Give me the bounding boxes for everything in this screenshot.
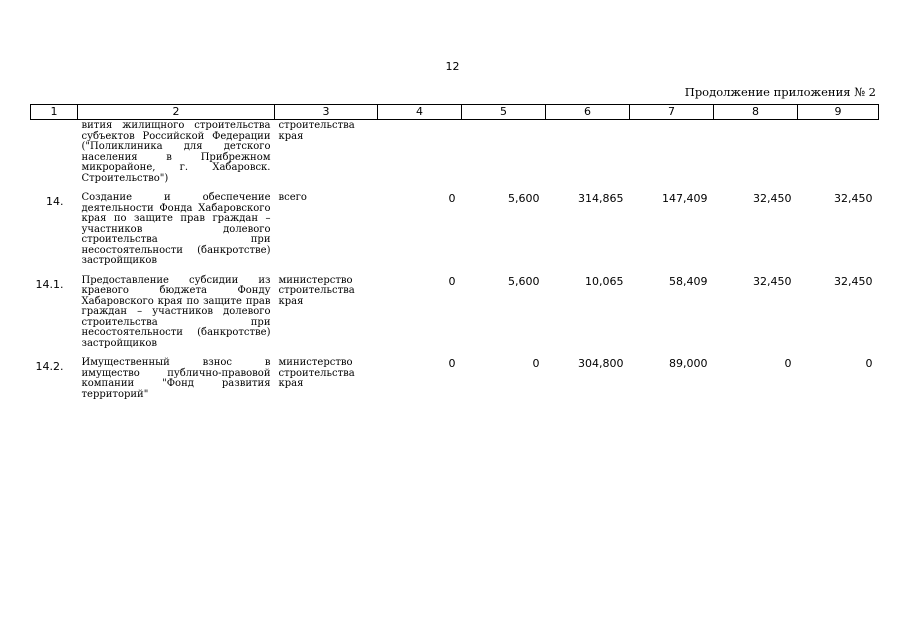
- value-col-7: [630, 120, 714, 191]
- column-header: 2: [78, 105, 275, 120]
- executor: министерство строительства края: [278, 357, 355, 389]
- column-header: 6: [546, 105, 630, 120]
- table-row: [31, 273, 879, 356]
- row-number: [31, 120, 78, 191]
- column-header: 9: [798, 105, 879, 120]
- column-header: 1: [31, 105, 78, 120]
- executor: строительства края: [278, 120, 355, 142]
- value-col-5: 0: [532, 357, 540, 370]
- measure-name: вития жилищного строительства субъектов Российской Федерации ("Поликлиника для детского населения в Прибрежном микрорайоне, г. Хабаровск. Строительство"): [81, 120, 271, 184]
- value-col-4: 0: [448, 357, 456, 370]
- value-col-7: 58,409: [669, 274, 708, 288]
- value-col-8: 0: [784, 357, 792, 370]
- value-col-7: 89,000: [669, 357, 708, 370]
- value-col-9: 32,450: [834, 192, 873, 205]
- value-col-9: [798, 120, 879, 191]
- budget-table: [30, 104, 879, 406]
- executor: всего: [278, 192, 307, 203]
- measure-name: Предоставление субсидии из краевого бюджета Фонду Хабаровского края по защите прав граждан – участников долевого строительства при несостоятельности (банкротстве) застройщиков: [81, 274, 271, 349]
- value-col-8: [714, 120, 798, 191]
- value-col-6: [546, 120, 630, 191]
- table-row: [31, 120, 879, 191]
- value-col-4: 0: [448, 192, 456, 205]
- row-number: 14.2.: [35, 360, 64, 373]
- value-col-5: [462, 120, 546, 191]
- column-header: 5: [462, 105, 546, 120]
- row-number: 14.1.: [35, 277, 64, 291]
- measure-name: Создание и обеспечение деятельности Фонда Хабаровского края по защите прав граждан – участников долевого строительства при несостоятельности (банкротстве) застройщиков: [81, 192, 271, 266]
- value-col-4: 0: [448, 274, 456, 288]
- value-col-7: 147,409: [662, 192, 708, 205]
- column-header: 4: [378, 105, 462, 120]
- table-row: [31, 190, 879, 273]
- column-header: 8: [714, 105, 798, 120]
- value-col-6: 10,065: [585, 274, 624, 288]
- value-col-6: 314,865: [578, 192, 624, 205]
- measure-name: Имущественный взнос в имущество публично-правовой компании "Фонд развития территорий": [81, 357, 271, 400]
- value-col-6: 304,800: [578, 357, 624, 370]
- value-col-4: [378, 120, 462, 191]
- executor: министерство строительства края: [278, 274, 355, 307]
- column-header: 7: [630, 105, 714, 120]
- table-row: [31, 355, 879, 406]
- value-col-5: 5,600: [508, 192, 540, 205]
- value-col-8: 32,450: [753, 192, 792, 205]
- value-col-9: 0: [865, 357, 873, 370]
- column-number-header: [31, 105, 879, 120]
- page-number: 12: [445, 60, 460, 73]
- appendix-continuation-label: Продолжение приложения № 2: [684, 85, 876, 99]
- column-header: 3: [275, 105, 378, 120]
- value-col-5: 5,600: [508, 274, 540, 288]
- value-col-8: 32,450: [753, 274, 792, 288]
- row-number: 14.: [46, 195, 64, 208]
- value-col-9: 32,450: [834, 274, 873, 288]
